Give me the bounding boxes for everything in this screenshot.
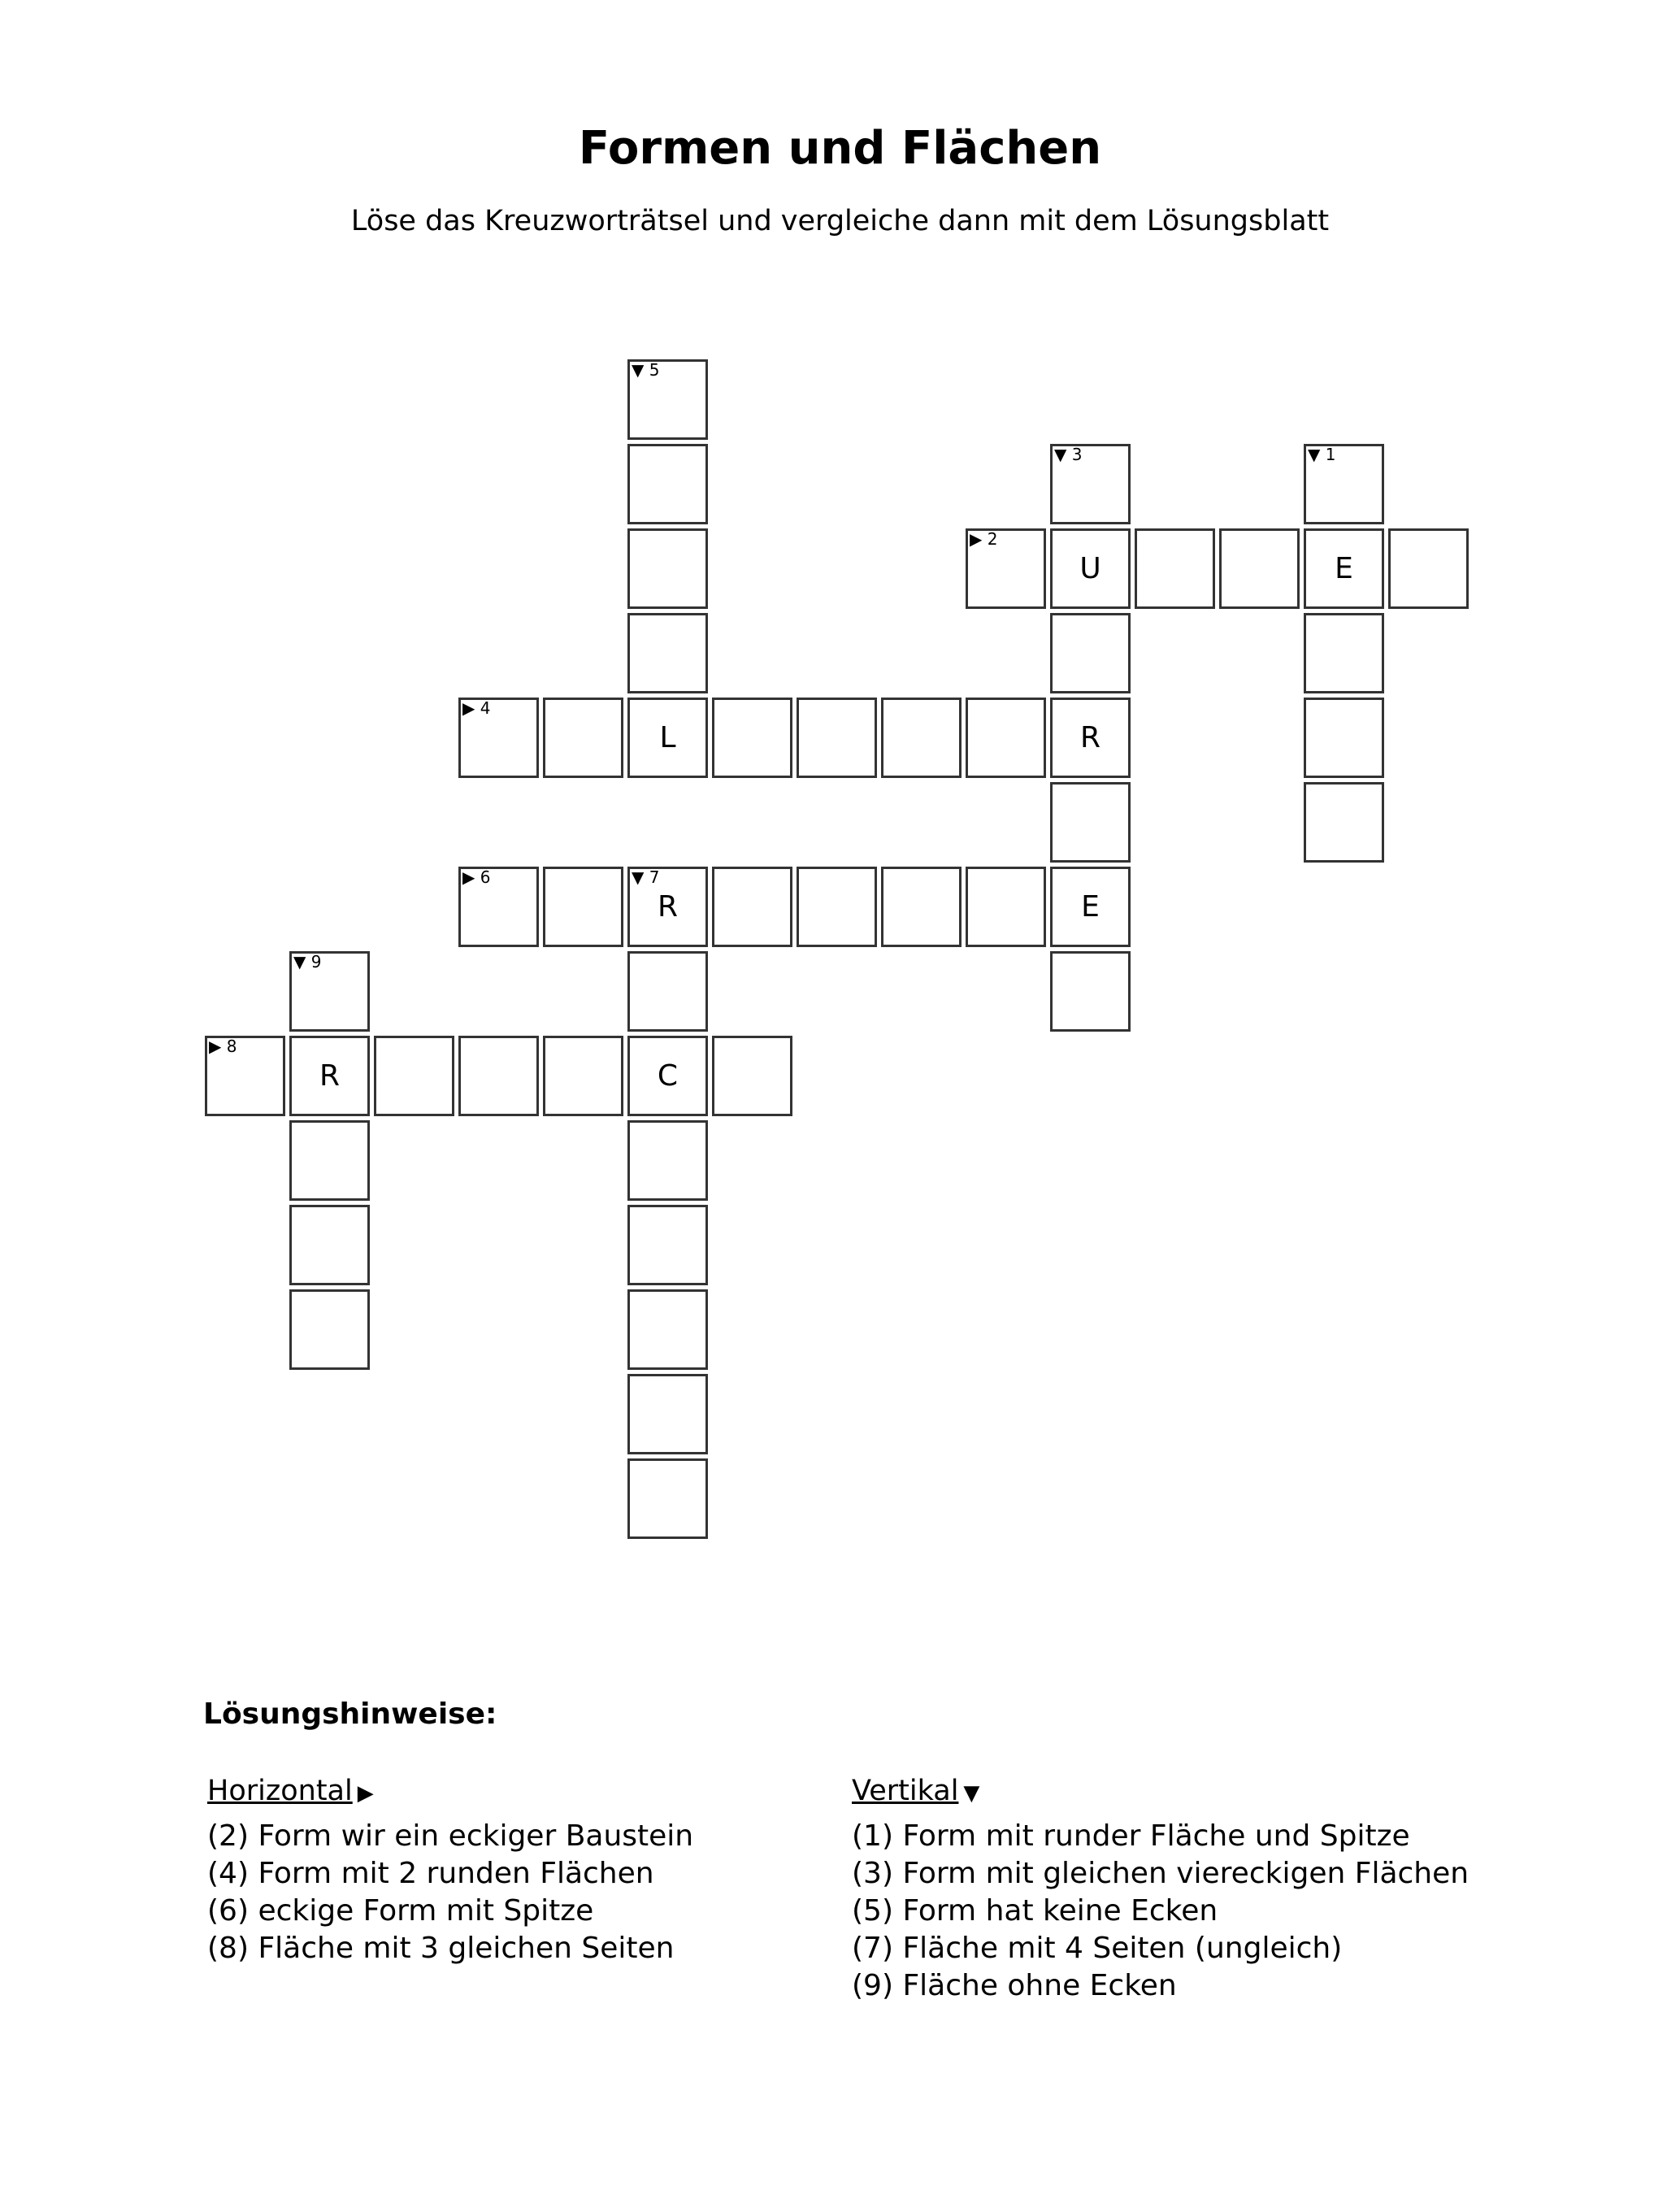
crossword-cell[interactable] [1050,528,1131,609]
down-clues [852,1771,1502,2005]
given-letter: R [1079,721,1100,754]
right-arrow-icon: ▶ [357,1781,374,1806]
crossword-cell[interactable] [627,951,708,1032]
crossword-cell[interactable] [543,867,623,947]
clue-number: ▼ 1 [1308,445,1336,464]
clue-number: ▶ 4 [462,698,491,718]
crossword-cell[interactable] [712,1036,792,1116]
clue-item: (6) eckige Form mit Spitze [207,1894,594,1928]
clue-item: (3) Form mit gleichen viereckigen Flächen [852,1857,1469,1890]
given-letter: L [659,721,676,754]
crossword-cell[interactable] [289,951,370,1032]
crossword-cell[interactable] [627,359,708,440]
crossword-cell[interactable] [627,698,708,778]
clue-number: ▶ 2 [970,529,998,549]
given-letter: U [1079,552,1101,585]
clue-number: ▼ 7 [632,867,660,887]
across-clue-list [207,1818,857,1967]
page-title: Formen und Flächen [578,122,1102,175]
page-subtitle: Löse das Kreuzworträtsel und vergleiche dann mit dem Lösungsblatt [350,205,1330,237]
crossword-cell[interactable] [1219,528,1300,609]
down-arrow-icon: ▼ [963,1781,980,1806]
crossword-cell[interactable] [627,1458,708,1539]
clue-item: (4) Form mit 2 runden Flächen [207,1857,654,1890]
crossword-cell[interactable] [543,1036,623,1116]
down-label: Vertikal [852,1775,959,1807]
clue-item: (5) Form hat keine Ecken [852,1894,1218,1928]
crossword-cell[interactable] [627,867,708,947]
crossword-cell[interactable] [627,1036,708,1116]
crossword-cell[interactable] [458,1036,539,1116]
given-letter: C [657,1059,679,1093]
clue-item: (8) Fläche mit 3 gleichen Seiten [207,1932,675,1965]
crossword-cell[interactable] [881,867,962,947]
crossword-cell[interactable] [1304,528,1384,609]
crossword-cell[interactable] [627,1205,708,1285]
crossword-cell[interactable] [966,867,1046,947]
crossword-cell[interactable] [797,867,877,947]
crossword-cell[interactable] [458,867,539,947]
clue-number: ▶ 8 [209,1037,237,1056]
crossword-cell[interactable] [1304,444,1384,524]
crossword-cell[interactable] [1050,951,1131,1032]
crossword-cell[interactable] [1135,528,1215,609]
crossword-cell[interactable] [1050,613,1131,693]
given-letter: E [1081,890,1100,924]
crossword-cell[interactable] [1050,698,1131,778]
crossword-cell[interactable] [627,613,708,693]
crossword-cell[interactable] [1050,782,1131,863]
crossword-cell[interactable] [966,528,1046,609]
crossword-cell[interactable] [627,1374,708,1454]
down-heading [852,1771,1502,1811]
clue-item: (2) Form wir ein eckiger Baustein [207,1819,694,1853]
given-letter: E [1335,552,1353,585]
across-heading [207,1771,857,1811]
crossword-cell[interactable] [289,1289,370,1370]
clue-number: ▼ 3 [1054,445,1083,464]
crossword-cell[interactable] [543,698,623,778]
across-label: Horizontal [207,1775,353,1807]
crossword-cell[interactable] [1304,698,1384,778]
given-letter: R [319,1059,340,1093]
crossword-cell[interactable] [458,698,539,778]
hints-heading: Lösungshinweise: [203,1697,497,1731]
crossword-cell[interactable] [1388,528,1469,609]
crossword-cell[interactable] [1050,867,1131,947]
crossword-cell[interactable] [881,698,962,778]
crossword-cell[interactable] [627,528,708,609]
clue-item: (1) Form mit runder Fläche und Spitze [852,1819,1410,1853]
crossword-cell[interactable] [1304,613,1384,693]
crossword-cell[interactable] [712,867,792,947]
crossword-cell[interactable] [374,1036,454,1116]
crossword-cell[interactable] [627,1120,708,1201]
crossword-cell[interactable] [205,1036,285,1116]
clue-number: ▶ 6 [462,867,491,887]
crossword-cell[interactable] [289,1120,370,1201]
crossword-cell[interactable] [712,698,792,778]
crossword-cell[interactable] [966,698,1046,778]
clue-number: ▼ 5 [632,360,660,380]
crossword-cell[interactable] [1304,782,1384,863]
crossword-cell[interactable] [289,1205,370,1285]
crossword-cell[interactable] [289,1036,370,1116]
given-letter: R [657,890,678,924]
clue-item: (9) Fläche ohne Ecken [852,1969,1177,2002]
clue-number: ▼ 9 [293,952,322,971]
clue-item: (7) Fläche mit 4 Seiten (ungleich) [852,1932,1343,1965]
across-clues [207,1771,857,1967]
down-clue-list [852,1818,1502,2005]
crossword-cell[interactable] [627,444,708,524]
crossword-cell[interactable] [797,698,877,778]
crossword-cell[interactable] [1050,444,1131,524]
crossword-cell[interactable] [627,1289,708,1370]
